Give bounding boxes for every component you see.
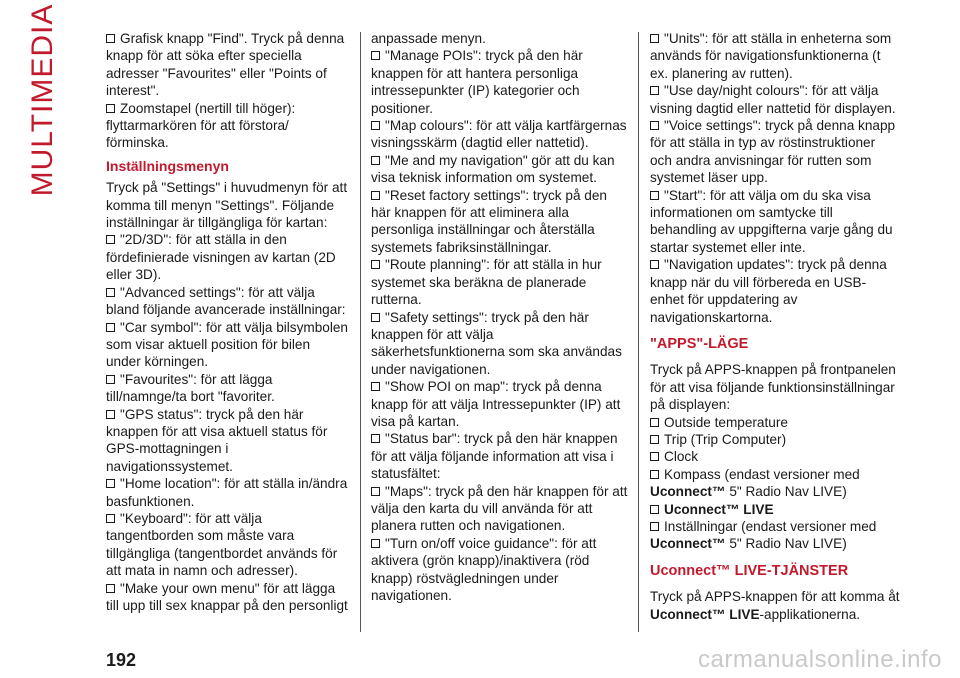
checkbox-bullet-icon xyxy=(106,34,115,43)
checkbox-bullet-icon xyxy=(371,487,380,496)
checkbox-bullet-icon xyxy=(650,418,659,427)
list-item: "Home location": för att ställa in/ändra basfunktionen. xyxy=(106,476,348,509)
list-item: "Use day/night colours": för att välja visning dagtid eller nattetid för displayen. xyxy=(650,83,896,116)
list-item: "2D/3D": för att ställa in den fördefinierade visningen av kartan (2D eller 3D). xyxy=(106,232,336,283)
checkbox-bullet-icon xyxy=(371,191,380,200)
list-item: "Maps": tryck på den här knappen för att välja den karta du vill använda för att planera rutten och navigationen. xyxy=(371,483,628,534)
list-item: Zoomstapel (nertill till höger): flyttarmarkören för att förstora/ förminska. xyxy=(106,100,296,151)
list-item: "Car symbol": för att välja bilsymbolen som visar aktuell position för bilen under körningen. xyxy=(106,319,348,370)
checkbox-bullet-icon xyxy=(650,260,659,269)
list-item: "Me and my navigation" gör att du kan visa teknisk information om systemet. xyxy=(371,152,615,186)
list-item: "Favourites": för att lägga till/namnge/ta bort "favoriter. xyxy=(106,371,275,405)
checkbox-bullet-icon xyxy=(106,235,115,244)
list-item: "GPS status": tryck på den här knappen för att visa aktuell status för GPS-mottagningen i navigationssystemet. xyxy=(106,406,328,474)
checkbox-bullet-icon xyxy=(371,539,380,548)
paragraph: Tryck på "Settings" i huvudmenyn för att komma till menyn "Settings". Följande inställningar är tillgängliga för kartan: xyxy=(106,180,348,231)
checkbox-bullet-icon xyxy=(371,260,380,269)
checkbox-bullet-icon xyxy=(650,522,659,531)
list-item: "Route planning": för att ställa in hur systemet ska beräkna de planerade rutterna. xyxy=(371,257,602,308)
checkbox-bullet-icon xyxy=(106,375,115,384)
checkbox-bullet-icon xyxy=(371,313,380,322)
checkbox-bullet-icon xyxy=(650,505,659,514)
checkbox-bullet-icon xyxy=(371,156,380,165)
checkbox-bullet-icon xyxy=(650,191,659,200)
list-item: "Status bar": tryck på den här knappen för att välja följande information att visa i statusfältet: xyxy=(371,431,618,482)
watermark: carmanualsonline.info xyxy=(698,646,942,673)
list-item: "Units": för att ställa in enheterna som används för navigationsfunktionerna (t ex. planering av rutten). xyxy=(650,31,892,81)
checkbox-bullet-icon xyxy=(650,470,659,479)
paragraph: Tryck på APPS-knappen för att komma åt Uconnect™ LIVE-applikationerna. xyxy=(650,589,900,622)
checkbox-bullet-icon xyxy=(371,434,380,443)
section-heading: Inställningsmenyn xyxy=(106,157,229,174)
column-2 xyxy=(371,30,629,604)
list-item: Uconnect™ LIVE xyxy=(650,501,900,518)
list-item: "Keyboard": för att välja tangentborden som måste vara tillgängliga (tangentbordet används för att mata in namn och adresser). xyxy=(106,510,338,579)
list-item: Outside temperature xyxy=(650,414,900,431)
checkbox-bullet-icon xyxy=(371,382,380,391)
checkbox-bullet-icon xyxy=(106,584,115,593)
checkbox-bullet-icon xyxy=(106,104,115,113)
column-divider xyxy=(360,32,361,632)
list-item: Kompass (endast versioner med Uconnect™ 5" Radio Nav LIVE) xyxy=(650,466,860,500)
column-1 xyxy=(106,30,348,614)
list-item: "Make your own menu" för att lägga till upp till sex knappar på den personligt xyxy=(106,580,348,613)
checkbox-bullet-icon xyxy=(106,288,115,297)
list-item: Trip (Trip Computer) xyxy=(650,431,900,448)
checkbox-bullet-icon xyxy=(371,121,380,130)
list-item: "Voice settings": tryck på denna knapp för att ställa in typ av röstinstruktioner och andra anvisningar för rutten som systemet läser upp. xyxy=(650,118,896,186)
list-item: Clock xyxy=(650,448,900,465)
paragraph: Tryck på APPS-knappen på frontpanelen för att visa följande funktionsinställningar på displayen: xyxy=(650,362,896,413)
list-item: "Turn on/off voice guidance": för att aktivera (grön knapp)/inaktivera (röd knapp) röstvägledningen under navigationen. xyxy=(371,535,597,603)
list-item: "Show POI on map": tryck på denna knapp för att välja Intressepunkter (IP) att visa på kartan. xyxy=(371,379,621,429)
page-number: 192 xyxy=(106,650,137,670)
list-item: "Start": för att välja om du ska visa informationen om samtycke till behandling av uppgifterna varje gång du startar systemet eller inte. xyxy=(650,187,893,255)
checkbox-bullet-icon xyxy=(106,514,115,523)
section-title: MULTIMEDIA xyxy=(26,3,59,197)
column-divider xyxy=(638,32,639,632)
checkbox-bullet-icon xyxy=(371,51,380,60)
list-item: "Manage POIs": tryck på den här knappen för att hantera personliga intressepunkter (IP) kategorier och positioner. xyxy=(371,48,583,116)
list-item: Grafisk knapp "Find". Tryck på denna knapp för att söka efter speciella adresser "Favourites" eller "Points of interest". xyxy=(106,31,345,99)
section-heading: "APPS"-LÄGE xyxy=(650,335,749,352)
checkbox-bullet-icon xyxy=(650,452,659,461)
list-item: "Navigation updates": tryck på denna knapp när du vill förbereda en USB-enhet för uppdatering av navigationskartorna. xyxy=(650,257,887,325)
list-item: "Advanced settings": för att välja bland följande avancerade inställningar: xyxy=(106,284,346,318)
checkbox-bullet-icon xyxy=(650,34,659,43)
list-item: "Reset factory settings": tryck på den här knappen för att eliminera alla personliga inställningar och återställa systemets fabriksinställningar. xyxy=(371,187,607,255)
list-item: "Safety settings": tryck på den här knappen för att välja säkerhetsfunktionerna som ska användas under navigationen. xyxy=(371,309,622,377)
list-item: "Map colours": för att välja kartfärgernas visningsskärm (dagtid eller nattetid). xyxy=(371,118,627,151)
section-heading: Uconnect™ LIVE-TJÄNSTER xyxy=(650,562,849,579)
section-side-tab xyxy=(12,3,74,197)
list-item: Inställningar (endast versioner med Uconnect™ 5" Radio Nav LIVE) xyxy=(650,518,877,552)
checkbox-bullet-icon xyxy=(106,479,115,488)
column-3 xyxy=(650,30,900,623)
checkbox-bullet-icon xyxy=(650,86,659,95)
checkbox-bullet-icon xyxy=(650,121,659,130)
checkbox-bullet-icon xyxy=(106,323,115,332)
checkbox-bullet-icon xyxy=(106,410,115,419)
paragraph: anpassade menyn. xyxy=(371,31,486,46)
checkbox-bullet-icon xyxy=(650,435,659,444)
